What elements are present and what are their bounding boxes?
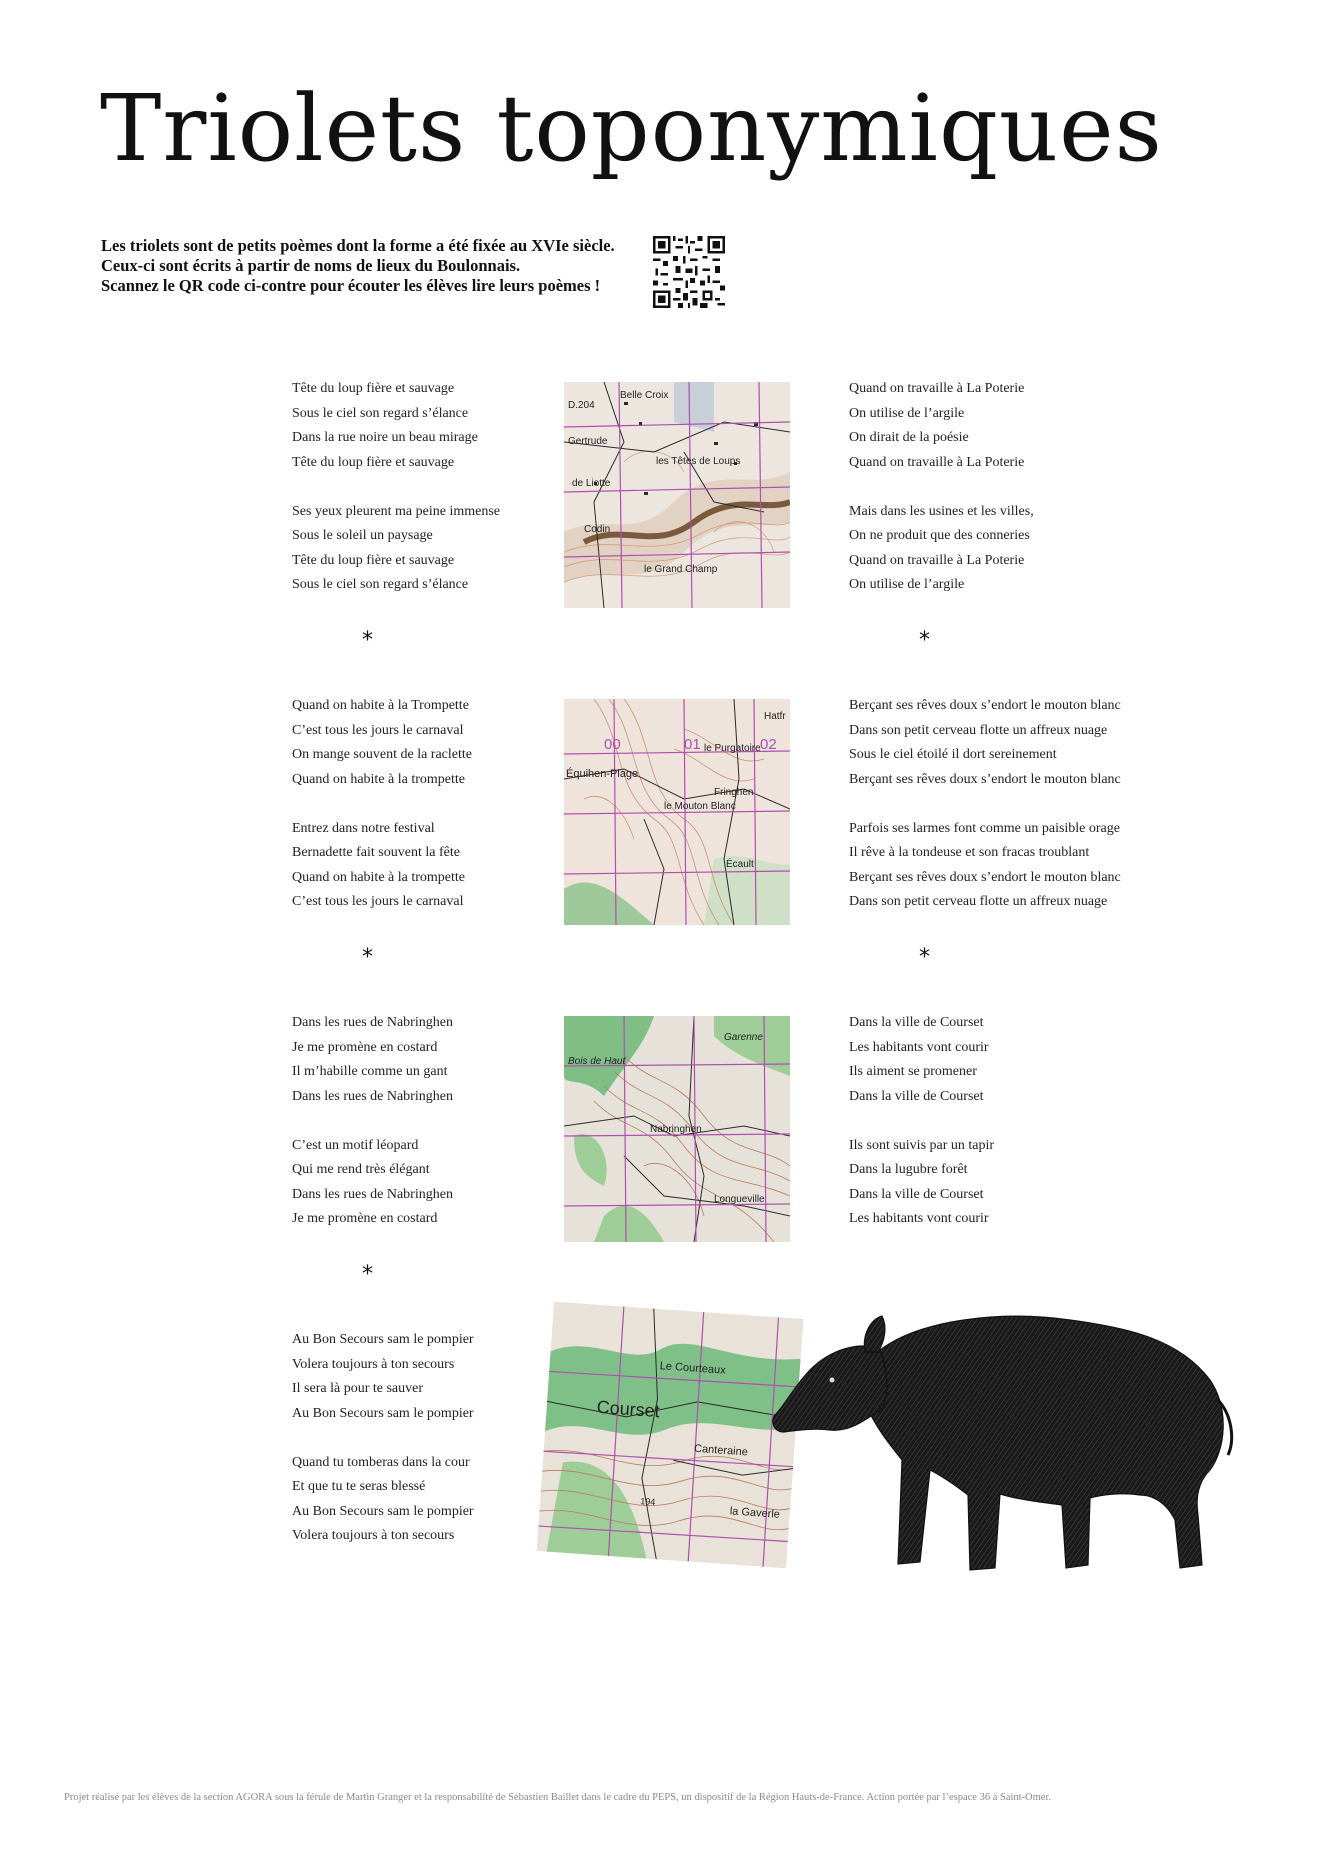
poem-line: Je me promène en costard bbox=[292, 1211, 438, 1226]
poem-line: Volera toujours à ton secours bbox=[292, 1528, 455, 1543]
poem-line: On mange souvent de la raclette bbox=[292, 747, 472, 762]
poem-line: Les habitants vont courir bbox=[849, 1211, 989, 1226]
poem-line: Dans la rue noire un beau mirage bbox=[292, 430, 478, 445]
poem-bon-secours bbox=[292, 1328, 474, 1549]
map-label: 194 bbox=[639, 1496, 656, 1508]
poem-line: Et que tu te seras blessé bbox=[292, 1479, 426, 1494]
map-label: Équihen-Plage bbox=[566, 768, 639, 780]
poem-line: Je me promène en costard bbox=[292, 1039, 438, 1055]
poem-line: Au Bon Secours sam le pompier bbox=[292, 1405, 474, 1421]
map-label: Courset bbox=[596, 1396, 661, 1422]
map-label: Codin bbox=[584, 524, 611, 535]
stanza-break bbox=[292, 792, 472, 817]
topographic-map-nabringhen bbox=[564, 1016, 790, 1242]
poem-line: Berçant ses rêves doux s’endort le mouton blanc bbox=[849, 869, 1121, 885]
map-label: Gertrude bbox=[568, 436, 608, 447]
poem-line: Ils sont suivis par un tapir bbox=[849, 1137, 995, 1153]
poem-line: Dans la ville de Courset bbox=[849, 1186, 984, 1202]
poem-line: Bernadette fait souvent la fête bbox=[292, 845, 460, 860]
map-label: Écault bbox=[726, 859, 754, 870]
poem-line: Il m’habille comme un gant bbox=[292, 1064, 448, 1079]
topographic-map-courset bbox=[537, 1302, 804, 1569]
stanza-break bbox=[292, 1426, 474, 1451]
poem-line: Sous le ciel son regard s’élance bbox=[292, 405, 469, 421]
tapir-illustration bbox=[770, 1280, 1240, 1580]
map-label: Hatfr bbox=[764, 711, 786, 722]
footer-credits: Projet réalisé par les élèves de la section AGORA sous la férule de Martin Granger et la responsabilité de Sébastien Baillet dans le cadre du PEPS, un dispositif de la Région Hauts-de-France. Action portée par l’espace 36 à Saint-Omer. bbox=[64, 1792, 1052, 1803]
stanza-break bbox=[292, 1109, 453, 1134]
poem-line: Quand on travaille à La Poterie bbox=[849, 381, 1025, 396]
poem-line: On ne produit que des conneries bbox=[849, 528, 1030, 543]
poem-line: Quand on habite à la trompette bbox=[292, 771, 465, 787]
poem-tete-du-loup bbox=[292, 377, 500, 598]
poem-line: Entrez dans notre festival bbox=[292, 820, 435, 836]
poem-line: Sous le ciel étoilé il dort sereinement bbox=[849, 747, 1057, 762]
poem-line: Dans la ville de Courset bbox=[849, 1015, 984, 1030]
poem-line: Dans la ville de Courset bbox=[849, 1088, 984, 1104]
poem-line: Ils aiment se promener bbox=[849, 1064, 977, 1079]
poem-line: Au Bon Secours sam le pompier bbox=[292, 1332, 474, 1347]
map-label: Belle Croix bbox=[620, 390, 669, 401]
intro-line: Ceux-ci sont écrits à partir de noms de lieux du Boulonnais. bbox=[101, 256, 521, 275]
poem-line: Sous le soleil un paysage bbox=[292, 528, 433, 543]
topographic-map-equihen bbox=[564, 699, 790, 925]
map-label: Garenne bbox=[724, 1032, 763, 1043]
poem-line: Au Bon Secours sam le pompier bbox=[292, 1503, 474, 1519]
map-label: Le Courteaux bbox=[659, 1360, 727, 1377]
poem-line: Dans les rues de Nabringhen bbox=[292, 1088, 453, 1104]
separator-asterisk: * bbox=[362, 945, 373, 970]
poem-line: Tête du loup fière et sauvage bbox=[292, 454, 455, 470]
map-label: D.204 bbox=[568, 400, 595, 411]
page-title: Triolets toponymiques bbox=[100, 75, 1163, 182]
poem-line: Dans les rues de Nabringhen bbox=[292, 1186, 453, 1202]
poem-line: Mais dans les usines et les villes, bbox=[849, 503, 1034, 519]
poem-line: Quand on habite à la trompette bbox=[292, 869, 465, 885]
poem-line: Quand on habite à la Trompette bbox=[292, 698, 469, 713]
poem-line: Tête du loup fière et sauvage bbox=[292, 381, 455, 396]
poem-la-poterie bbox=[849, 377, 1034, 598]
map-label: Canteraine bbox=[693, 1442, 749, 1459]
map-label: Bois de Haut bbox=[568, 1056, 626, 1067]
topographic-map-tete-du-loup bbox=[564, 382, 790, 608]
poem-line: Sous le ciel son regard s’élance bbox=[292, 577, 469, 592]
poem-mouton-blanc bbox=[849, 694, 1121, 915]
poem-line: C’est tous les jours le carnaval bbox=[292, 722, 464, 738]
poem-line: Berçant ses rêves doux s’endort le mouton blanc bbox=[849, 771, 1121, 787]
separator-asterisk: * bbox=[362, 628, 373, 653]
poem-line: Quand on travaille à La Poterie bbox=[849, 454, 1025, 470]
poem-line: Les habitants vont courir bbox=[849, 1039, 989, 1055]
stanza-break bbox=[849, 475, 1034, 500]
poem-la-trompette bbox=[292, 694, 472, 915]
map-label: la Gaverle bbox=[729, 1505, 781, 1521]
poem-line: Dans son petit cerveau flotte un affreux nuage bbox=[849, 894, 1108, 909]
map-grid-number: 00 bbox=[604, 736, 621, 753]
intro-line: Scannez le QR code ci-contre pour écouter les élèves lire leurs poèmes ! bbox=[101, 276, 601, 295]
map-label: Longueville bbox=[714, 1194, 765, 1205]
map-label: les Têtes de Loups bbox=[656, 456, 741, 467]
poem-line: Dans les rues de Nabringhen bbox=[292, 1015, 453, 1030]
stanza-break bbox=[292, 475, 500, 500]
intro-line: Les triolets sont de petits poèmes dont la forme a été fixée au XVIe siècle. bbox=[101, 236, 615, 255]
separator-asterisk: * bbox=[362, 1262, 373, 1287]
stanza-break bbox=[849, 792, 1121, 817]
poem-nabringhen bbox=[292, 1011, 453, 1232]
poem-line: On dirait de la poésie bbox=[849, 430, 969, 445]
poem-line: C’est tous les jours le carnaval bbox=[292, 894, 464, 909]
poem-line: Qui me rend très élégant bbox=[292, 1162, 430, 1177]
qr-code[interactable] bbox=[653, 236, 725, 308]
map-label: le Purgatoire bbox=[704, 743, 761, 754]
map-label: de Liotte bbox=[572, 478, 611, 489]
poem-line: Ses yeux pleurent ma peine immense bbox=[292, 503, 500, 519]
poem-line: Quand on travaille à La Poterie bbox=[849, 552, 1025, 568]
intro-text bbox=[101, 236, 615, 296]
map-label: Fringhen bbox=[714, 787, 754, 798]
map-grid-number: 01 bbox=[684, 736, 701, 753]
poem-line: Dans son petit cerveau flotte un affreux nuage bbox=[849, 722, 1108, 738]
poem-line: Quand tu tomberas dans la cour bbox=[292, 1454, 470, 1470]
poem-line: Il sera là pour te sauver bbox=[292, 1381, 423, 1396]
separator-asterisk: * bbox=[919, 945, 930, 970]
separator-asterisk: * bbox=[919, 628, 930, 653]
map-label: le Grand Champ bbox=[644, 564, 718, 575]
poem-courset bbox=[849, 1011, 994, 1232]
poem-line: Il rêve à la tondeuse et son fracas troublant bbox=[849, 845, 1090, 860]
poem-line: Volera toujours à ton secours bbox=[292, 1356, 455, 1372]
poem-line: Berçant ses rêves doux s’endort le mouton blanc bbox=[849, 698, 1121, 713]
poem-line: Tête du loup fière et sauvage bbox=[292, 552, 455, 568]
poem-line: On utilise de l’argile bbox=[849, 577, 965, 592]
poem-line: Parfois ses larmes font comme un paisible orage bbox=[849, 820, 1120, 836]
poem-line: C’est un motif léopard bbox=[292, 1137, 419, 1153]
stanza-break bbox=[849, 1109, 994, 1134]
map-grid-number: 02 bbox=[760, 736, 777, 753]
map-label: le Mouton Blanc bbox=[664, 801, 736, 812]
poem-line: On utilise de l’argile bbox=[849, 405, 965, 421]
poem-line: Dans la lugubre forêt bbox=[849, 1162, 968, 1177]
map-label: Nabringhen bbox=[650, 1124, 702, 1135]
